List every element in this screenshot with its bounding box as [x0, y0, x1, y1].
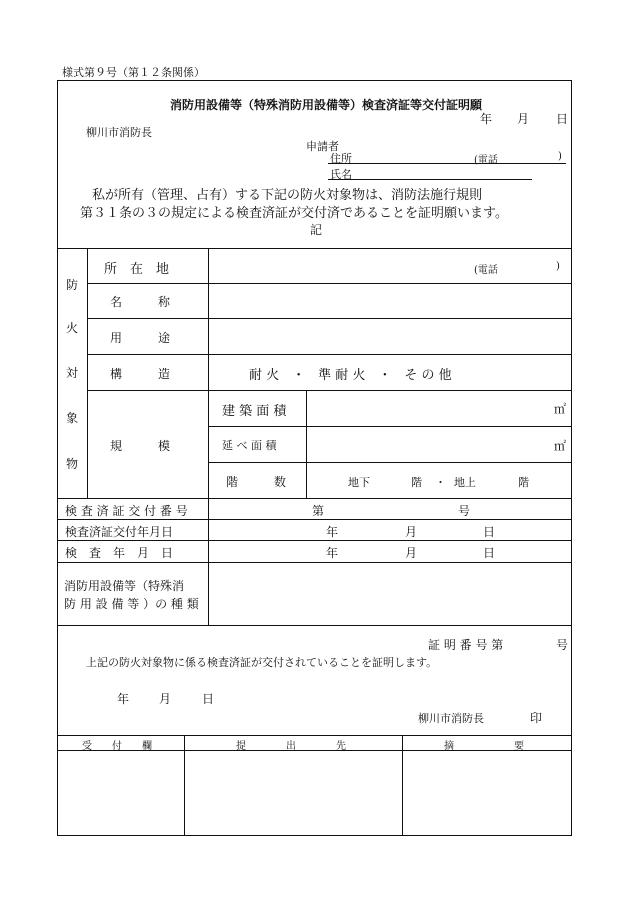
certification-text: 上記の防火対象物に係る検査済証が交付されていることを証明します。 — [86, 656, 438, 669]
side-char-4: 象 — [66, 411, 79, 425]
side-char-2: 火 — [66, 321, 79, 335]
applicant-label: 申請者 — [306, 140, 339, 153]
certificate-number-suffix: 号 — [556, 638, 569, 652]
applicant-address-label: 住所 — [330, 152, 352, 165]
date-month-label: 月 — [517, 112, 530, 126]
certificate-number-label: 証 明 番 号 第 — [428, 638, 504, 652]
scale-label: 規 模 — [110, 439, 171, 453]
structure-options: 耐 火 ・ 準 耐 火 ・ そ の 他 — [249, 368, 452, 383]
name-label: 名 称 — [110, 295, 171, 309]
location-label: 所 在 地 — [104, 262, 170, 277]
use-label: 用 途 — [110, 331, 171, 345]
floors-separator: ・ — [435, 476, 446, 489]
issue-date-day: 日 — [483, 525, 496, 539]
record-label: 記 — [310, 223, 323, 237]
remarks-column-header: 摘 要 — [444, 741, 524, 752]
issue-date-year: 年 — [326, 525, 339, 539]
equipment-type-label-1: 消防用設備等（特殊消 — [64, 579, 185, 593]
side-char-3: 対 — [66, 366, 79, 380]
building-area-unit: ㎡ — [554, 402, 567, 416]
form-title: 消防用設備等（特殊消防用設備等）検査済証等交付証明願 — [170, 98, 483, 112]
receipt-column-header: 受 付 欄 — [82, 741, 152, 752]
certification-year: 年 — [117, 692, 130, 706]
certification-day: 日 — [202, 692, 215, 706]
issue-date-month: 月 — [405, 525, 418, 539]
date-year-label: 年 — [480, 112, 493, 126]
floor-area-unit: ㎡ — [554, 439, 567, 453]
date-day-label: 日 — [556, 112, 569, 126]
address-underline — [328, 163, 566, 164]
inspection-number-label: 検 査 済 証 交 付 番 号 — [65, 504, 188, 518]
structure-label: 構 造 — [110, 367, 171, 381]
side-char-1: 防 — [66, 278, 79, 292]
applicant-phone-close: ) — [558, 151, 562, 162]
certification-month: 月 — [159, 692, 172, 706]
floors-kai-2: 階 — [518, 476, 529, 489]
inspection-date-month: 月 — [405, 546, 418, 560]
floors-label: 階 数 — [226, 475, 287, 489]
inspection-number-suffix: 号 — [458, 504, 471, 518]
addressee: 柳川市消防長 — [86, 126, 152, 139]
issue-date-label: 検査済証交付年月日 — [65, 525, 174, 539]
building-area-label: 建 築 面 積 — [222, 404, 287, 419]
applicant-name-label: 氏名 — [330, 168, 352, 181]
location-phone-label: (電話 — [474, 265, 498, 276]
applicant-phone-label: (電話 — [474, 155, 498, 166]
form-number: 様式第９号（第１２条関係） — [62, 66, 205, 79]
seal-mark: 印 — [530, 711, 543, 725]
certification-issuer: 柳川市消防長 — [418, 712, 484, 725]
submit-to-column-header: 提 出 先 — [236, 741, 346, 752]
floors-kai-1: 階 — [411, 476, 422, 489]
equipment-type-label-2: 防 用 設 備 等 ）の 種 類 — [64, 597, 199, 611]
statement-line-1: 私が所有（管理、占有）する下記の防火対象物は、消防法施行規則 — [92, 188, 483, 203]
inspection-date-label: 検 査 年 月 日 — [65, 546, 174, 560]
statement-line-2: 第３１条の３の規定による検査済証が交付済であることを証明願います。 — [80, 206, 508, 221]
inspection-date-day: 日 — [483, 546, 496, 560]
inspection-date-year: 年 — [326, 546, 339, 560]
floors-above: 地上 — [454, 476, 476, 489]
location-phone-close: ) — [556, 261, 560, 272]
floors-underground: 地下 — [348, 476, 370, 489]
side-char-5: 物 — [66, 457, 79, 471]
name-underline — [328, 179, 532, 180]
floor-area-label: 延 べ 面 積 — [222, 439, 277, 452]
inspection-number-prefix: 第 — [312, 504, 325, 518]
